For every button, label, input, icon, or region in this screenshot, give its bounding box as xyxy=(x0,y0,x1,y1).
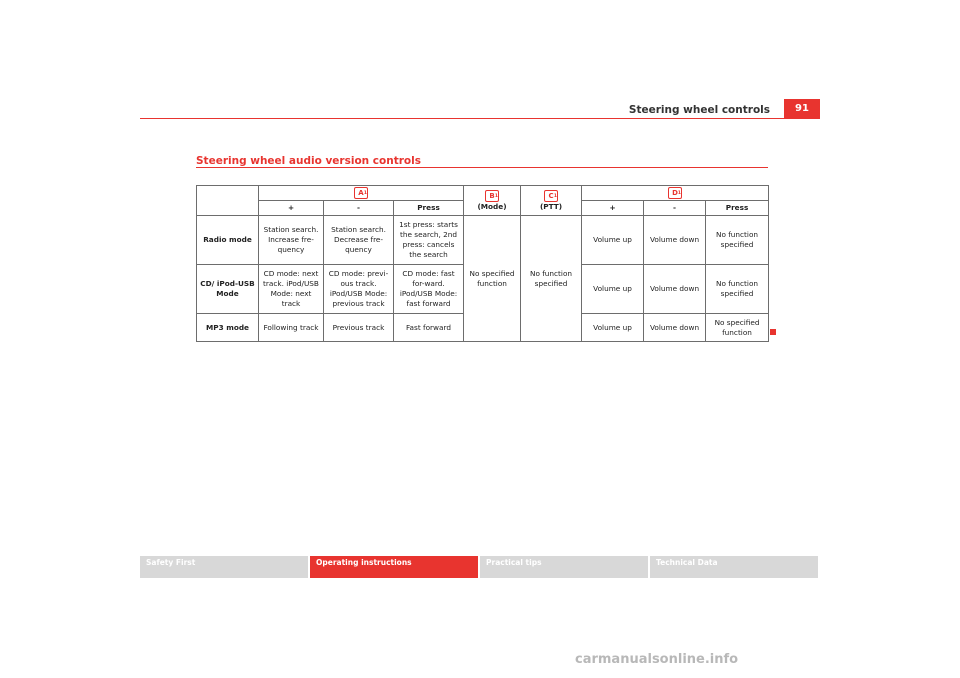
cell-d-press: No specified function xyxy=(706,314,769,342)
group-c-header xyxy=(521,186,582,216)
cell-ptt-function: No function specified xyxy=(521,216,582,342)
page-number: 91 xyxy=(784,99,820,118)
footer-tab-safety-first[interactable]: Safety First xyxy=(140,556,308,578)
cell-a-plus: CD mode: next track. iPod/USB Mode: next track xyxy=(259,265,324,314)
header-rule xyxy=(140,118,820,119)
row-mode: MP3 mode xyxy=(197,314,259,342)
button-c1-badge: C 1 xyxy=(544,190,558,202)
ptt-label: (PTT) xyxy=(539,201,563,211)
cell-d-press: No function specified xyxy=(706,265,769,314)
controls-table xyxy=(196,185,769,342)
corner-cell xyxy=(197,186,259,216)
cell-a-minus: CD mode: previ-ous track. iPod/USB Mode: previous track xyxy=(324,265,394,314)
cell-a-minus: Station search. Decrease fre-quency xyxy=(324,216,394,265)
button-d1-badge: D 1 xyxy=(668,187,682,199)
footer-tab-practical-tips[interactable]: Practical tips xyxy=(480,556,648,578)
footer-tab-technical-data[interactable]: Technical Data xyxy=(650,556,818,578)
table-row xyxy=(197,216,769,265)
cell-a-minus: Previous track xyxy=(324,314,394,342)
subheader-d-plus: + xyxy=(582,201,644,216)
group-b-header xyxy=(464,186,521,216)
cell-a-plus: Following track xyxy=(259,314,324,342)
section-end-marker xyxy=(770,329,776,335)
cell-a-plus: Station search. Increase fre-quency xyxy=(259,216,324,265)
cell-d-plus: Volume up xyxy=(582,314,644,342)
mode-label: (Mode) xyxy=(477,201,507,211)
cell-d-plus: Volume up xyxy=(582,265,644,314)
group-header-row xyxy=(197,186,769,201)
footer-tab-operating-instructions[interactable]: Operating instructions xyxy=(310,556,478,578)
cell-a-press: 1st press: starts the search, 2nd press: cancels the search xyxy=(394,216,464,265)
group-d-header xyxy=(582,186,769,201)
cell-d-plus: Volume up xyxy=(582,216,644,265)
cell-d-minus: Volume down xyxy=(644,216,706,265)
cell-mode-function: No specified function xyxy=(464,216,521,342)
button-b1-badge: B 1 xyxy=(485,190,499,202)
section-rule xyxy=(196,167,768,168)
subheader-a-minus: - xyxy=(324,201,394,216)
subheader-d-minus: - xyxy=(644,201,706,216)
row-mode: CD/ iPod-USB Mode xyxy=(197,265,259,314)
cell-d-press: No function specified xyxy=(706,216,769,265)
group-a-header xyxy=(259,186,464,201)
subheader-a-plus: + xyxy=(259,201,324,216)
watermark: carmanualsonline.info xyxy=(575,652,739,667)
cell-a-press: Fast forward xyxy=(394,314,464,342)
page-header-title: Steering wheel controls xyxy=(628,104,770,116)
section-title: Steering wheel audio version controls xyxy=(196,155,421,167)
row-mode: Radio mode xyxy=(197,216,259,265)
cell-d-minus: Volume down xyxy=(644,314,706,342)
button-a1-badge: A 1 xyxy=(354,187,368,199)
subheader-a-press: Press xyxy=(394,201,464,216)
cell-d-minus: Volume down xyxy=(644,265,706,314)
cell-a-press: CD mode: fast for-ward. iPod/USB Mode: fast forward xyxy=(394,265,464,314)
subheader-d-press: Press xyxy=(706,201,769,216)
